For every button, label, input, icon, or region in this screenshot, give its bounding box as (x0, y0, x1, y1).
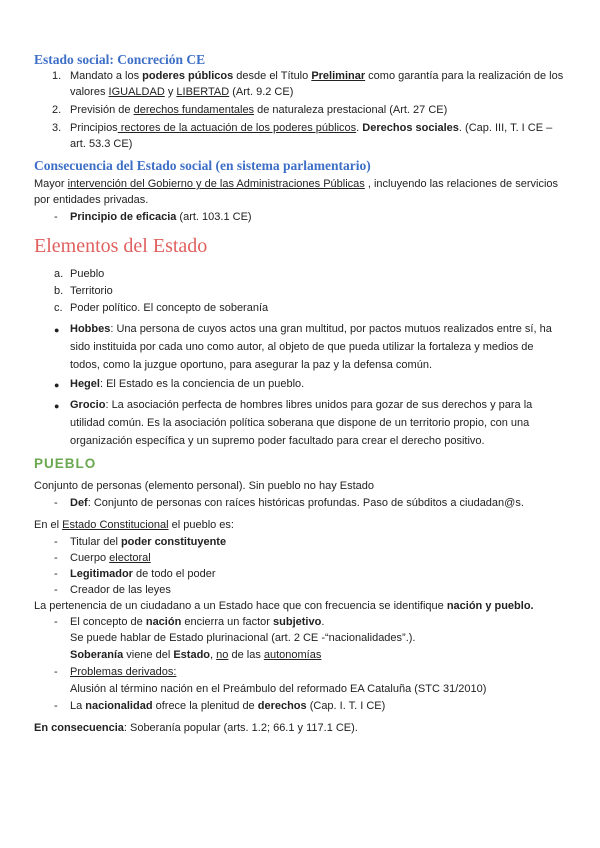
list-marker: 2. (52, 104, 62, 116)
list-item-poder: Poder político. El concepto de soberanía (70, 302, 269, 314)
dash-marker: - (54, 568, 58, 580)
bullet-icon: ● (54, 325, 60, 335)
problemas-line: Problemas derivados: (70, 666, 177, 678)
bullet-icon: ● (54, 401, 60, 411)
nacion-line-1: El concepto de nación encierra un factor subjetivo. (70, 616, 325, 628)
hobbes-line-3: todos, como la juzgue oportuno, para asegurar la paz y la defensa común. (70, 359, 433, 371)
pueblo-item-titular: Titular del poder constituyente (70, 536, 227, 548)
nacionalidad-line: La nacionalidad ofrece la plenitud de derechos (Cap. I. T. I CE) (70, 700, 386, 712)
paragraph-conjunto: Conjunto de personas (elemento personal). Sin pueblo no hay Estado (34, 480, 375, 492)
list-marker: 3. (52, 122, 62, 134)
bullet-eficacia: Principio de eficacia (art. 103.1 CE) (70, 211, 252, 223)
list-item-pueblo: Pueblo (70, 268, 105, 280)
pueblo-item-creador: Creador de las leyes (70, 584, 171, 596)
paragraph-estado-constitucional: En el Estado Constitucional el pueblo es: (34, 519, 234, 531)
grocio-line-2: utilidad común. Es la asociación política soberana que dispone de un territorio propio, con una (70, 417, 530, 429)
list-item-3: Principios rectores de la actuación de los poderes públicos. Derechos sociales. (Cap. III, T. I CE – (70, 122, 553, 134)
heading-elementos: Elementos del Estado (34, 235, 208, 257)
list-item-1: Mandato a los poderes públicos desde el Título Preliminar como garantía para la realización de los (70, 70, 564, 82)
list-marker: 1. (52, 70, 62, 82)
dash-marker: - (54, 497, 58, 509)
hobbes-line-1: Hobbes: Una persona de cuyos actos una gran multitud, por pactos mutuos realizados entre sí, ha (70, 323, 552, 335)
list-marker: b. (54, 285, 64, 297)
hegel-line: Hegel: El Estado es la conciencia de un pueblo. (70, 378, 305, 390)
heading-pueblo: PUEBLO (34, 456, 97, 471)
bullet-icon: ● (54, 380, 60, 390)
nacion-line-2: Se puede hablar de Estado plurinacional (art. 2 CE -“nacionalidades”.). (70, 632, 416, 644)
pueblo-item-legitimador: Legitimador de todo el poder (70, 568, 216, 580)
alusion-line: Alusión al término nación en el Preámbulo del reformado EA Cataluña (STC 31/2010) (70, 683, 487, 695)
dash-marker: - (54, 536, 58, 548)
dash-marker: - (54, 584, 58, 596)
list-item-2: Previsión de derechos fundamentales de naturaleza prestacional (Art. 27 CE) (70, 104, 448, 116)
heading-consecuencia: Consecuencia del Estado social (en sistema parlamentario) (34, 158, 371, 173)
list-marker: c. (54, 302, 63, 314)
dash-marker: - (54, 616, 58, 628)
list-item-territorio: Territorio (70, 285, 113, 297)
paragraph-consecuencia: En consecuencia: Soberanía popular (arts. 1.2; 66.1 y 117.1 CE). (34, 722, 358, 734)
heading-estado-social: Estado social: Concreción CE (34, 52, 206, 67)
paragraph-mayor: Mayor intervención del Gobierno y de las Administraciones Públicas , incluyendo las relaciones de servicios (34, 178, 559, 190)
dash-marker: - (54, 666, 58, 678)
list-marker: a. (54, 268, 64, 280)
grocio-line-1: Grocio: La asociación perfecta de hombres libres unidos para gozar de sus derechos y para la (70, 399, 533, 411)
dash-marker: - (54, 552, 58, 564)
dash-marker: - (54, 700, 58, 712)
pueblo-item-cuerpo: Cuerpo electoral (70, 552, 151, 564)
list-item-1-cont: valores IGUALDAD y LIBERTAD (Art. 9.2 CE) (70, 86, 294, 98)
hobbes-line-2: sido instituida por cada uno como autor, al objeto de que pueda utilizar la fortaleza y medios de (70, 341, 534, 353)
grocio-line-3: organización específica y un supremo poder facultado para crear el derecho positivo. (70, 435, 485, 447)
paragraph-mayor-cont: por entidades privadas. (34, 194, 149, 206)
def-line: Def: Conjunto de personas con raíces históricas profundas. Paso de súbditos a ciudadan@s. (70, 497, 524, 509)
paragraph-pertenencia: La pertenencia de un ciudadano a un Estado hace que con frecuencia se identifique nación y pueblo. (34, 600, 534, 612)
dash-marker: - (54, 211, 58, 223)
nacion-line-3: Soberanía viene del Estado, no de las autonomías (70, 649, 322, 661)
list-item-3-cont: art. 53.3 CE) (70, 138, 133, 150)
